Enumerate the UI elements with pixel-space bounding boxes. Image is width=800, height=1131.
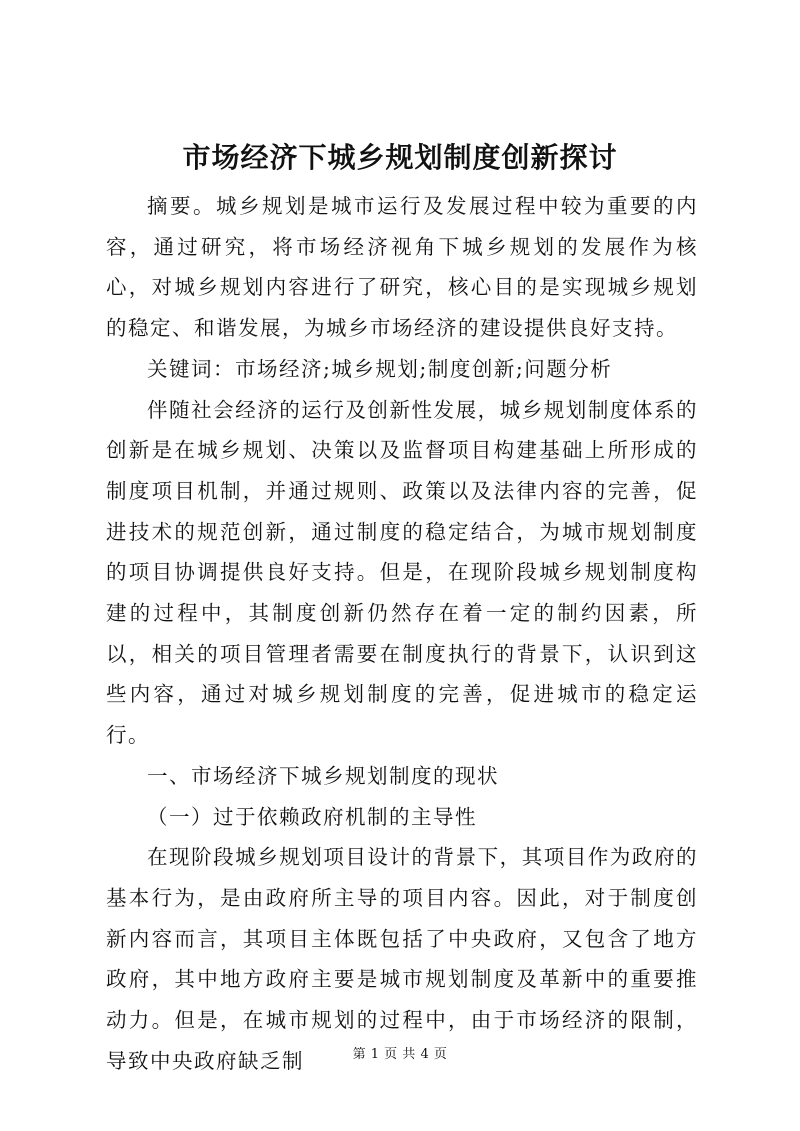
body-paragraph: 在现阶段城乡规划项目设计的背景下，其项目作为政府的基本行为，是由政府所主导的项目内容。因此，对于制度创新内容而言，其项目主体既包括了中央政府，又包含了地方政府，其中地方政府主要是城市规划制度及革新中的重要推动力。但是，在城市规划的过程中，由于市场经济的限制，导致中央政府缺乏制 — [106, 845, 698, 1073]
page-footer: 第 1 页 共 4 页 — [352, 1047, 448, 1062]
intro-paragraph: 伴随社会经济的运行及创新性发展，城乡规划制度体系的创新是在城乡规划、决策以及监督项目构建基础上所形成的制度项目机制，并通过规则、政策以及法律内容的完善，促进技术的规范创新，通过制度的稳定结合，为城市规划制度的项目协调提供良好支持。但是，在现阶段城乡规划制度构建的过程中，其制度创新仍然存在着一定的制约因素，所以，相关的项目管理者需要在制度执行的背景下，认识到这些内容，通过对城乡规划制度的完善，促进城市的稳定运行。 — [106, 397, 698, 748]
abstract-paragraph: 摘要。城乡规划是城市运行及发展过程中较为重要的内容，通过研究，将市场经济视角下城乡规划的发展作为核心，对城乡规划内容进行了研究，核心目的是实现城乡规划的稳定、和谐发展，为城乡市场经济的建设提供良好支持。 — [106, 194, 698, 341]
subsection-heading: （一）过于依赖政府机制的主导性 — [147, 804, 477, 829]
keywords-paragraph: 关键词：市场经济;城乡规划;制度创新;问题分析 — [147, 356, 613, 381]
section-heading: 一、市场经济下城乡规划制度的现状 — [147, 763, 499, 788]
document-title: 市场经济下城乡规划制度创新探讨 — [182, 141, 618, 174]
document-body — [106, 186, 698, 1081]
